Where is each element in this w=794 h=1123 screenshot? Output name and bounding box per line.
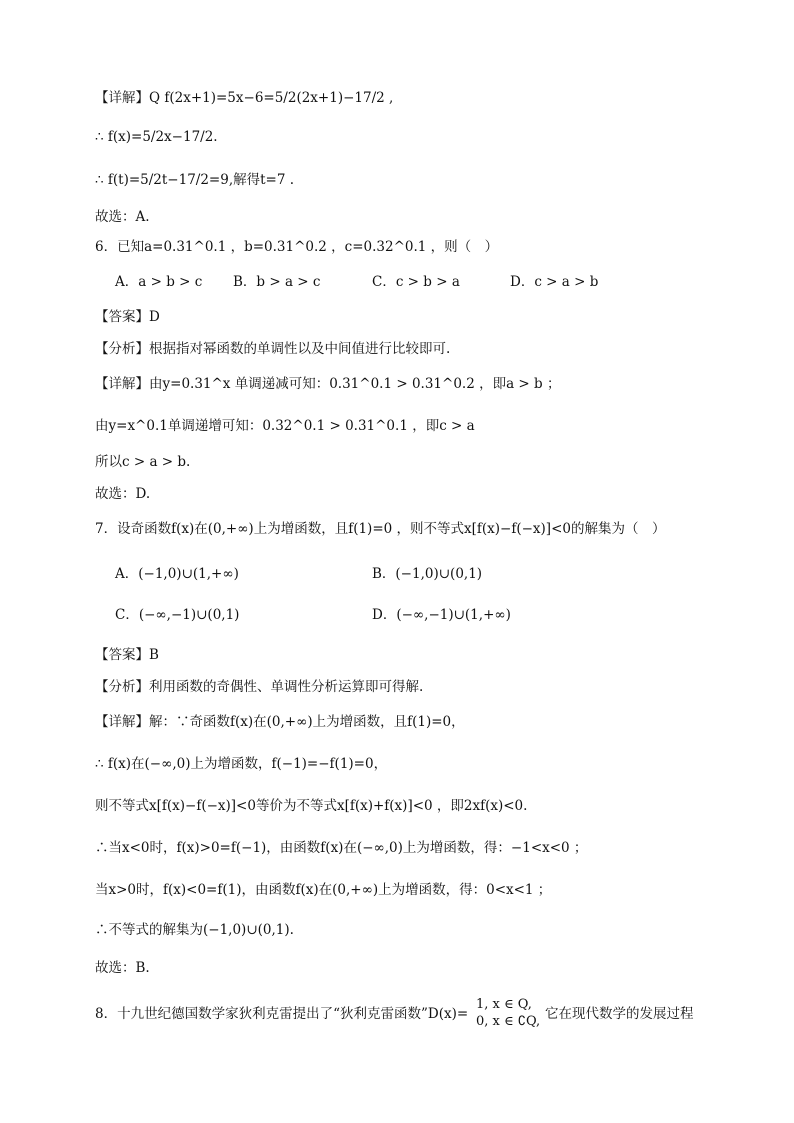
- choice-6: 故选：D.: [95, 486, 151, 502]
- q6-option-d: D．c > a > b: [510, 274, 599, 290]
- q6-option-b: B．b > a > c: [233, 274, 321, 290]
- detail-7-b: ∴ f(x)在(−∞,0)上为增函数，f(−1)=−f(1)=0，: [95, 756, 388, 772]
- detail-7-e: 当x>0时，f(x)<0=f(1)，由函数f(x)在(0,+∞)上为增函数，得：0<x<1 ；: [95, 882, 552, 898]
- dirichlet-case-1: 1, x ∈ Q,: [476, 997, 532, 1012]
- q7-option-a: A．(−1,0)∪(1,+∞): [115, 566, 239, 582]
- line-2: ∴ f(x)=5/2x−17/2.: [95, 129, 218, 145]
- detail-6: 【详解】由y=0.31^x 单调递减可知：0.31^0.1 > 0.31^0.2 ，即a > b ；: [95, 376, 561, 392]
- answer-7: 【答案】B: [95, 647, 159, 663]
- q6-option-c: C．c > b > a: [372, 274, 460, 290]
- line-3: ∴ f(t)=5/2t−17/2=9,解得t=7 .: [95, 172, 295, 188]
- answer-6: 【答案】D: [95, 309, 160, 325]
- question-8-tail: 它在现代数学的发展过程: [545, 1006, 694, 1022]
- line-4: 故选：A.: [95, 209, 150, 225]
- dirichlet-cases: [476, 996, 540, 1030]
- line-1: 【详解】Q f(2x+1)=5x−6=5/2(2x+1)−17/2 ,: [95, 90, 394, 106]
- dirichlet-case-2: 0, x ∈ ∁Q,: [476, 1014, 541, 1029]
- question-8: 8．十九世纪德国数学家狄利克雷提出了“狄利克雷函数”D(x)=: [95, 1006, 469, 1022]
- q7-option-d: D．(−∞,−1)∪(1,+∞): [372, 607, 511, 623]
- q7-option-b: B．(−1,0)∪(0,1): [372, 566, 483, 582]
- q7-option-c: C．(−∞,−1)∪(0,1): [115, 607, 240, 623]
- analysis-7: 【分析】利用函数的奇偶性、单调性分析运算即可得解.: [95, 679, 424, 695]
- detail-7-d: ∴当x<0时，f(x)>0=f(−1)，由函数f(x)在(−∞,0)上为增函数，得：−1<x<0 ；: [95, 840, 588, 856]
- detail-7-f: ∴不等式的解集为(−1,0)∪(0,1).: [95, 922, 294, 938]
- q6-option-a: A．a > b > c: [115, 274, 203, 290]
- question-6: 6．已知a=0.31^0.1 ，b=0.31^0.2 ，c=0.32^0.1 ，则（ ）: [95, 239, 499, 255]
- detail-6-b: 由y=x^0.1单调递增可知：0.32^0.1 > 0.31^0.1 ，即c > a: [95, 418, 475, 434]
- question-7: 7．设奇函数f(x)在(0,+∞)上为增函数，且f(1)=0 ，则不等式x[f(x)−f(−x)]<0的解集为（ ）: [95, 521, 666, 537]
- analysis-6: 【分析】根据指对幂函数的单调性以及中间值进行比较即可.: [95, 341, 451, 357]
- choice-7: 故选：B.: [95, 960, 150, 976]
- detail-7: 【详解】解：∵奇函数f(x)在(0,+∞)上为增函数，且f(1)=0，: [95, 714, 465, 730]
- detail-7-c: 则不等式x[f(x)−f(−x)]<0等价为不等式x[f(x)+f(x)]<0 ，即2xf(x)<0.: [95, 798, 528, 814]
- detail-6-c: 所以c > a > b.: [95, 454, 191, 470]
